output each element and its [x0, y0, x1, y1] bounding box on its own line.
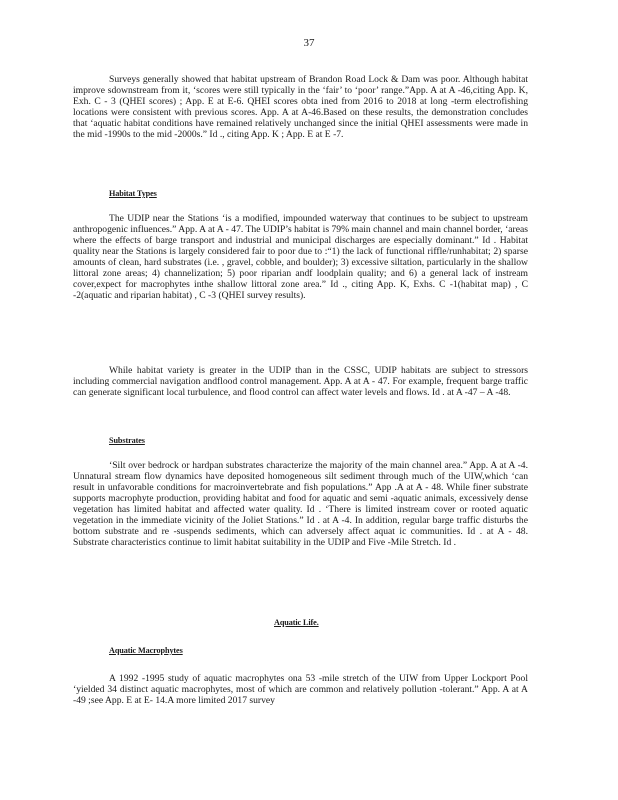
paragraph-habitat-surveys: Surveys generally showed that habitat upstream of Brandon Road Lock & Dam was poor. Although habitat improve sdownstream from it, ‘scores were still typically in the ‘fair’ to ‘poor’ range.”App. A at A -46,citing App. K, Exh. C - 3 (QHEI scores) ; App. E at E-6. QHEI scores obta ined from 2016 to 2018 at long -term electrofishing locations were consistent with previous scores. App. A at A-46.Based on these results, the demonstration concludes that ‘aquatic habitat conditions have remained relatively unchanged since the initial QHEI assessments were made in the mid -1990s to the mid -2000s.” Id ., citing App. K ; App. E at E -7.: [73, 74, 528, 140]
heading-aquatic-life: Aquatic Life.: [274, 618, 319, 627]
heading-aquatic-macrophytes: Aquatic Macrophytes: [109, 646, 183, 655]
heading-habitat-types: Habitat Types: [109, 189, 157, 198]
page-number: 37: [303, 37, 315, 49]
paragraph-habitat-stressors: While habitat variety is greater in the UDIP than in the CSSC, UDIP habitats are subject to stressors including commercial navigation andflood control management. App. A at A - 47. For example, frequent barge traffic can generate significant local turbulence, and flood control can affect water levels and flows. Id . at A -47 – A -48.: [73, 365, 528, 398]
paragraph-aquatic-macrophytes: A 1992 -1995 study of aquatic macrophytes ona 53 -mile stretch of the UIW from Upper Lockport Pool ‘yielded 34 distinct aquatic macrophytes, most of which are common and relatively pollution -tolerant.” App. A at A -49 ;see App. E at E- 14.A more limited 2017 survey: [73, 673, 528, 706]
paragraph-udip-habitat: The UDIP near the Stations ‘is a modified, impounded waterway that continues to be subject to upstream anthropogenic influences.” App. A at A - 47. The UDIP’s habitat is 79% main channel and main channel border, ‘areas where the effects of barge transport and industrial and municipal discharges are especially dominant.” Id . Habitat quality near the Stations is largely considered fair to poor due to :“1) the lack of functional riffle/runhabitat; 2) sparse amounts of clean, hard substrates (i.e. , gravel, cobble, and boulder); 3) excessive siltation, particularly in the shallow littoral zone areas; 4) channelization; 5) poor riparian andf loodplain quality; and 6) a general lack of instream cover,expect for macrophytes inthe shallow littoral zone area.” Id ., citing App. K, Exhs. C -1(habitat map) , C -2(aquatic and riparian habitat) , C -3 (QHEI survey results).: [73, 213, 528, 301]
heading-substrates: Substrates: [109, 436, 145, 445]
paragraph-substrates: ‘Silt over bedrock or hardpan substrates characterize the majority of the main channel area.” App. A at A -4. Unnatural stream flow dynamics have deposited homogeneous silt sediment through much of the UIW,which ‘can result in unfavorable conditions for macroinvertebrate and fish populations.” App .A at A - 48. While finer substrate supports macrophyte production, providing habitat and food for aquatic and semi -aquatic animals, excessively dense vegetation has limited habitat and affected water quality. Id . ‘There is limited instream cover or rooted aquatic vegetation in the immediate vicinity of the Joliet Stations.” Id . at A -4. In addition, regular barge traffic disturbs the bottom substrate and re -suspends sediments, which can adversely affect aquat ic communities. Id . at A - 48. Substrate characteristics continue to limit habitat suitability in the UDIP and Five -Mile Stretch. Id .: [73, 460, 528, 548]
